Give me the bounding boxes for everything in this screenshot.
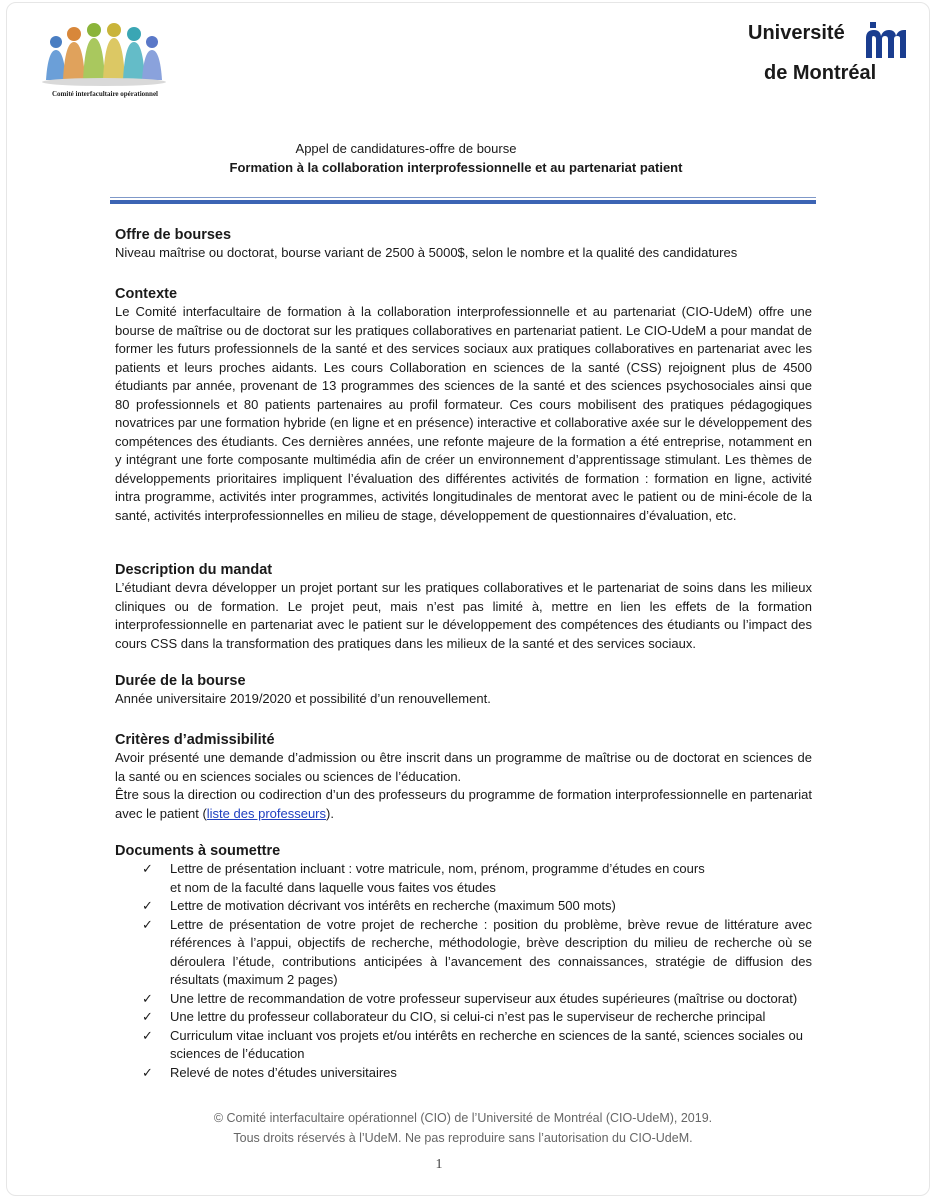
checkmark-icon: ✓	[142, 1064, 153, 1080]
checkmark-icon: ✓	[142, 1027, 153, 1043]
section-documents	[115, 842, 812, 1082]
section-heading: Documents à soumettre	[115, 843, 281, 859]
list-item-text-cont: et nom de la faculté dans laquelle vous faites vos études	[170, 879, 496, 895]
list-item-text: Lettre de présentation de votre projet de recherche : position du problème, brève revue de littérature avec références à l’appui, objectifs de recherche, méthodologie, brève description du milieu de recherche où se déroulera l’étude, contributions anticipées à l’avancement des connaissances, stratégie de diffusion des résultats (maximum 2 pages)	[170, 916, 812, 987]
section-text: Niveau maîtrise ou doctorat, bourse variant de 2500 à 5000$, selon le nombre et la qualité des candidatures	[115, 245, 738, 260]
documents-list	[115, 860, 812, 1082]
list-item	[115, 897, 812, 916]
section-contexte	[115, 285, 812, 525]
list-item-text: Une lettre du professeur collaborateur du CIO, si celui-ci n’est pas le superviseur de recherche principal	[170, 1009, 766, 1024]
call-title: Appel de candidatures-offre de bourse	[295, 141, 517, 156]
criteria-text-end: ).	[326, 805, 334, 821]
section-text: Avoir présenté une demande d’admission ou être inscrit dans un programme de maîtrise ou de doctorat en sciences de la santé ou en sciences sociales ou sciences de l’éducation.	[115, 750, 812, 784]
section-text: Le Comité interfacultaire de formation à la collaboration interprofessionnelle et au partenariat (CIO-UdeM) offre une bourse de maîtrise ou de doctorat sur les pratiques collaboratives en partenariat patient. Le CIO-UdeM a pour mandat de former les futurs professionnels de la santé et des services sociaux aux pratiques collaboratives en partenariat avec les patients et leurs proches aidants. Les cours Collaboration en sciences de la santé (CSS) rejoignent plus de 4500 étudiants par année, provenant de 13 programmes des sciences de la santé et des sciences psychosociales ainsi que 80 professionnels et 80 patients partenaires au profil formateur. Ces cours mobilisent des pratiques pédagogiques novatrices par une formation hybride (en ligne et en présence) interactive et collaborative axée sur le développement des compétences des étudiants. Ces dernières années, une refonte majeure de la formation a été entreprise, notamment en y intégrant une forte composante multimédia afin de créer un environnement d’apprentissage stimulant. Les thèmes de développements prioritaires impliquent l’évaluation des différentes activités de formation : formation en ligne, activité intra programme, activités inter programmes, activités longitudinales de mentorat avec le patient ou de mini-école de la santé, activités interprofessionnelles en milieu de stage, développement de questionnaires d’évaluation, etc.	[115, 304, 812, 523]
udem-logo	[748, 22, 910, 86]
criteria-text: Être sous la direction ou codirection d’un des professeurs du programme de formation interprofessionnelle en partenariat avec le patient (	[115, 787, 812, 821]
section-offre	[115, 226, 812, 263]
section-mandat	[115, 561, 812, 653]
cio-logo-caption: Comité interfacultaire opérationnel	[51, 90, 158, 98]
checkmark-icon: ✓	[142, 861, 153, 876]
header-rule-thick	[110, 200, 816, 204]
checkmark-icon: ✓	[142, 898, 153, 913]
list-item	[115, 916, 812, 990]
section-text: Année universitaire 2019/2020 et possibilité d’un renouvellement.	[115, 691, 491, 706]
list-item-text: Lettre de motivation décrivant vos intérêts en recherche (maximum 500 mots)	[170, 898, 616, 913]
section-heading: Description du mandat	[115, 562, 273, 578]
header-rule-thin	[110, 197, 816, 198]
list-item	[115, 990, 812, 1009]
program-title: Formation à la collaboration interprofessionnelle et au partenariat patient	[229, 160, 683, 175]
section-criteres	[115, 731, 812, 823]
list-item-text: Relevé de notes d’études universitaires	[170, 1064, 397, 1080]
udem-emblem-icon	[864, 22, 908, 62]
footer-copyright: © Comité interfacultaire opérationnel (CIO) de l’Université de Montréal (CIO-UdeM), 2019.	[213, 1111, 713, 1125]
section-heading: Critères d’admissibilité	[115, 732, 275, 748]
page-number: 1	[435, 1157, 443, 1172]
list-item	[115, 1008, 812, 1027]
udem-logo-line1: Université	[748, 22, 845, 44]
footer-rights: Tous droits réservés à l’UdeM. Ne pas reproduire sans l’autorisation du CIO-UdeM.	[233, 1131, 693, 1145]
section-heading: Offre de bourses	[115, 227, 232, 243]
checkmark-icon: ✓	[142, 916, 153, 932]
list-item-text: Curriculum vitae incluant vos projets et/ou intérêts en recherche en sciences de la santé, sciences sociales ou sciences de l’éducation	[170, 1027, 803, 1061]
people-figures-icon	[38, 20, 172, 92]
list-item-text: Lettre de présentation incluant : votre matricule, nom, prénom, programme d’études en cours	[170, 861, 705, 876]
udem-logo-line2: de Montréal	[764, 62, 877, 84]
list-item-text: Une lettre de recommandation de votre professeur superviseur aux études supérieures (maîtrise ou doctorat)	[170, 990, 798, 1006]
section-heading: Contexte	[115, 286, 178, 302]
professors-list-link[interactable]: liste des professeurs	[206, 805, 327, 821]
checkmark-icon: ✓	[142, 990, 153, 1006]
section-text: L’étudiant devra développer un projet portant sur les pratiques collaboratives et le partenariat de soins dans les milieux cliniques ou de formation. Le projet peut, mais n’est pas limité à, mettre en lien les effets de la formation interprofessionnelle en partenariat avec le patient sur le développement des compétences des étudiants ou l’impact des cours CSS dans la transformation des pratiques dans les milieux de la santé et des services sociaux.	[115, 580, 812, 651]
list-item	[115, 1064, 812, 1083]
section-text	[115, 786, 812, 823]
list-item	[115, 1027, 812, 1064]
checkmark-icon: ✓	[142, 1009, 153, 1024]
list-item	[115, 860, 812, 897]
cio-logo	[38, 20, 172, 102]
section-duree	[115, 672, 812, 709]
section-heading: Durée de la bourse	[115, 673, 246, 689]
